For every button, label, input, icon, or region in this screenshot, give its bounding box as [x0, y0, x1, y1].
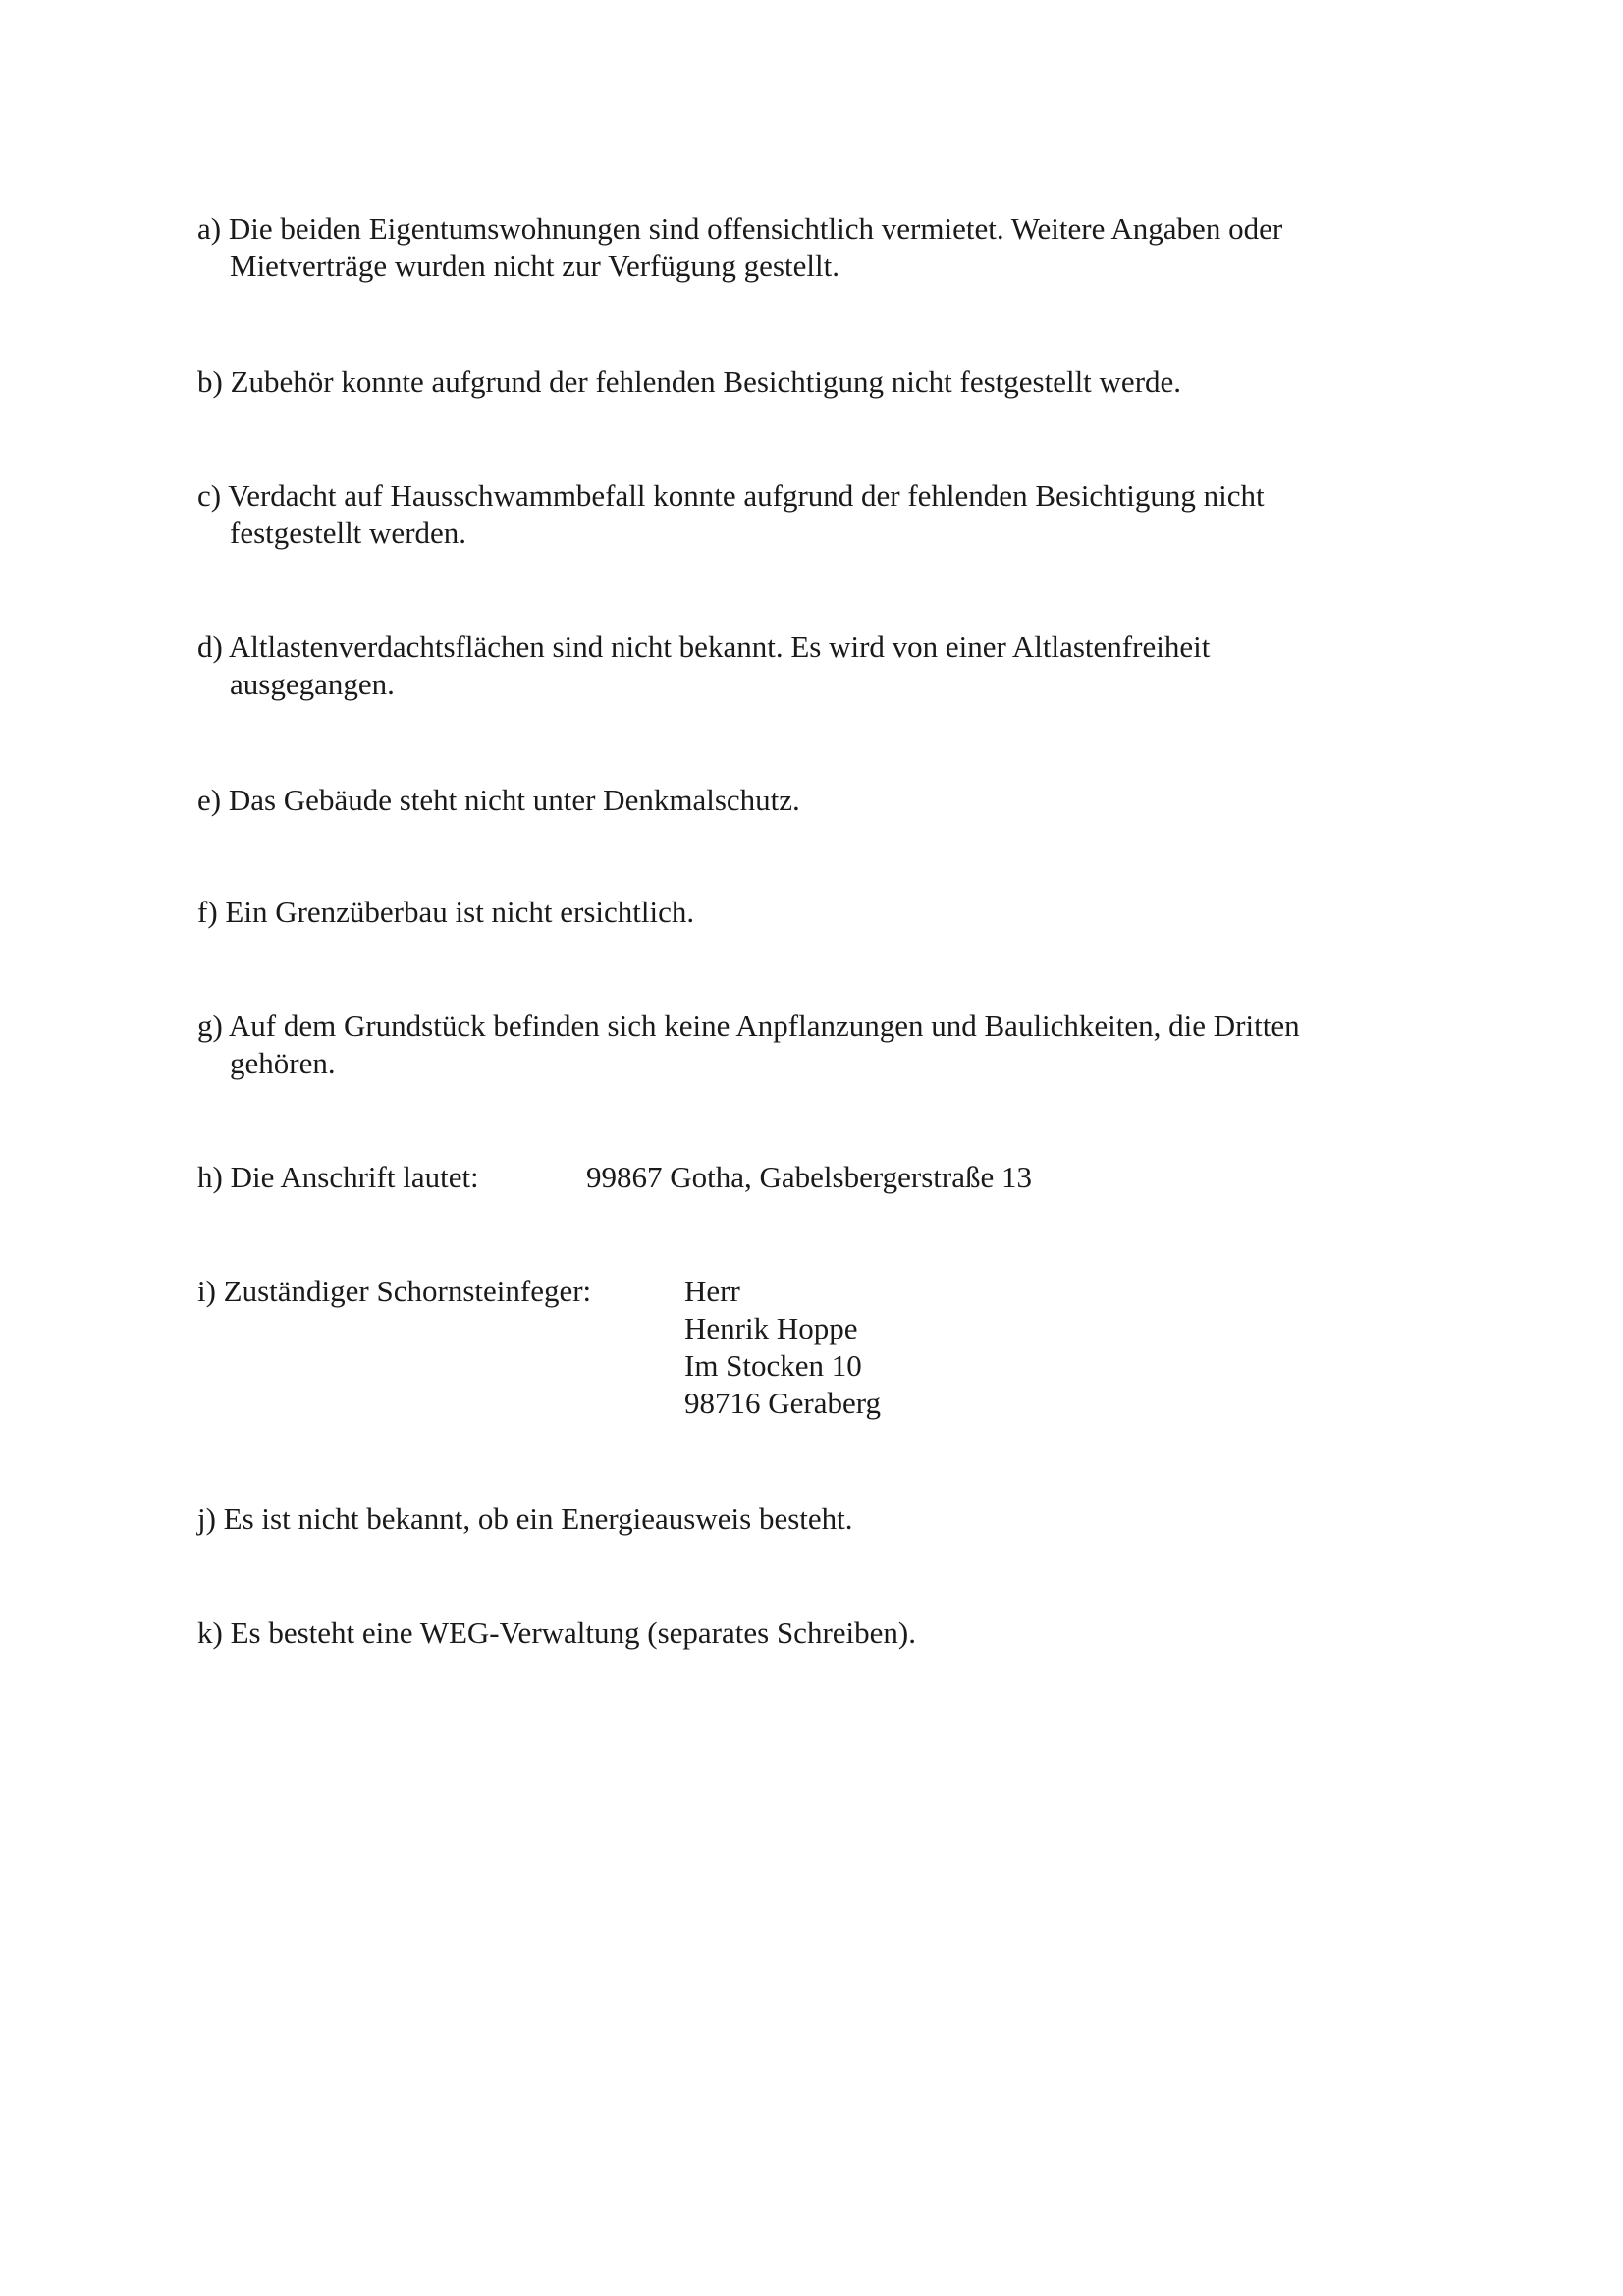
item-g-line1: g) Auf dem Grundstück befinden sich keine Anpflanzungen und Baulichkeiten, die Dritten — [197, 1009, 1300, 1043]
item-h-label: h) Die Anschrift lautet: — [197, 1160, 479, 1194]
item-c-line2: festgestellt werden. — [230, 516, 467, 550]
item-f — [197, 894, 1434, 931]
item-g — [197, 1008, 1434, 1082]
item-c — [197, 477, 1434, 552]
item-c-line1: c) Verdacht auf Hausschwammbefall konnte aufgrund der fehlenden Besichtigung nicht — [197, 478, 1265, 513]
item-j-line1: j) Es ist nicht bekannt, ob ein Energieausweis besteht. — [197, 1502, 853, 1536]
item-e-line1: e) Das Gebäude steht nicht unter Denkmalschutz. — [197, 783, 800, 817]
item-f-line1: f) Ein Grenzüberbau ist nicht ersichtlich. — [197, 895, 695, 929]
item-i-label: i) Zuständiger Schornsteinfeger: — [197, 1274, 592, 1308]
item-g-line2: gehören. — [230, 1046, 336, 1080]
item-a-line2: Mietverträge wurden nicht zur Verfügung gestellt. — [230, 248, 839, 283]
item-a — [197, 210, 1434, 285]
item-d — [197, 629, 1434, 703]
item-d-line1: d) Altlastenverdachtsflächen sind nicht bekannt. Es wird von einer Altlastenfreiheit — [197, 629, 1211, 664]
chimney-sweep-city: 98716 Geraberg — [684, 1386, 882, 1420]
item-b — [197, 363, 1434, 401]
chimney-sweep-address — [684, 1273, 881, 1422]
item-e — [197, 782, 1434, 819]
item-k — [197, 1614, 1434, 1652]
item-a-line1: a) Die beiden Eigentumswohnungen sind offensichtlich vermietet. Weitere Angaben oder — [197, 211, 1283, 246]
item-b-line1: b) Zubehör konnte aufgrund der fehlenden Besichtigung nicht festgestellt werde. — [197, 364, 1182, 399]
chimney-sweep-name: Henrik Hoppe — [684, 1311, 858, 1345]
item-j — [197, 1501, 1434, 1538]
item-k-line1: k) Es besteht eine WEG-Verwaltung (separates Schreiben). — [197, 1615, 916, 1650]
item-h-value: 99867 Gotha, Gabelsbergerstraße 13 — [586, 1160, 1032, 1194]
address-value — [586, 1159, 1032, 1196]
item-d-line2: ausgegangen. — [230, 667, 395, 701]
chimney-sweep-street: Im Stocken 10 — [684, 1348, 862, 1383]
chimney-sweep-salutation: Herr — [684, 1274, 740, 1308]
